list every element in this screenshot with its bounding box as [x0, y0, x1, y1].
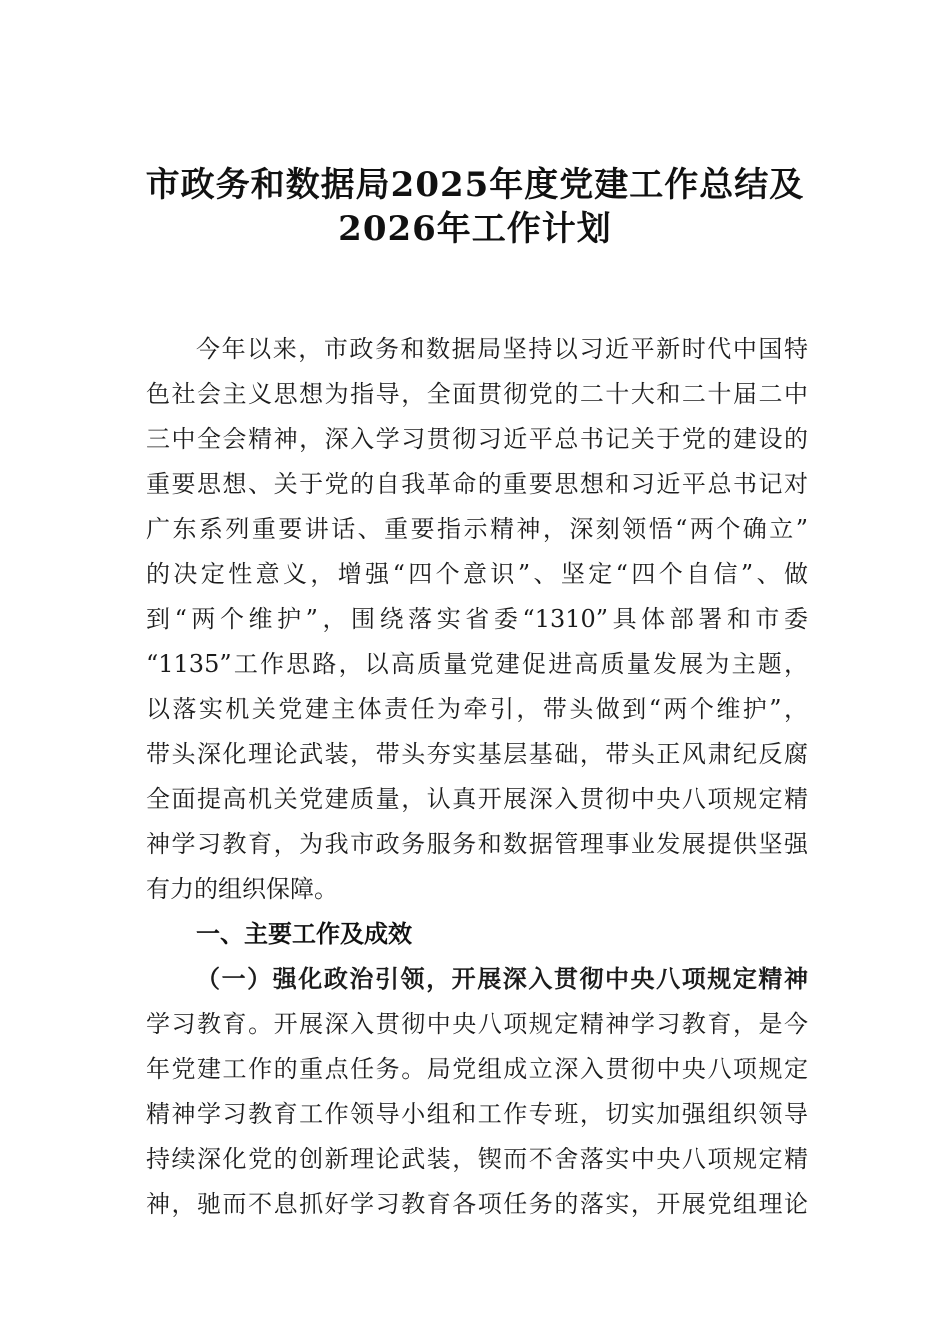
paragraph-line: 全面提高机关党建质量，认真开展深入贯彻中央八项规定精	[146, 785, 808, 813]
paragraph-line: 精神学习教育工作领导小组和工作专班，切实加强组织领导	[146, 1100, 808, 1128]
paragraph-line: 广东系列重要讲话、重要指示精神，深刻领悟“两个确立”	[146, 515, 808, 543]
paragraph-line: 今年以来，市政务和数据局坚持以习近平新时代中国特	[196, 335, 808, 363]
section-heading: 一、主要工作及成效	[196, 920, 412, 948]
paragraph-line: 神学习教育，为我市政务服务和数据管理事业发展提供坚强	[146, 830, 808, 858]
paragraph-line: 持续深化党的创新理论武装，锲而不舍落实中央八项规定精	[146, 1145, 808, 1173]
paragraph-line: 学习教育。开展深入贯彻中央八项规定精神学习教育，是今	[146, 1010, 808, 1038]
paragraph-line: 年党建工作的重点任务。局党组成立深入贯彻中央八项规定	[146, 1055, 808, 1083]
paragraph-line: 重要思想、关于党的自我革命的重要思想和习近平总书记对	[146, 470, 808, 498]
paragraph-line: 到“两个维护”，围绕落实省委“1310”具体部署和市委	[146, 605, 808, 633]
paragraph-line: 以落实机关党建主体责任为牵引，带头做到“两个维护”，	[146, 695, 808, 723]
subsection-heading-line: （一）强化政治引领，开展深入贯彻中央八项规定精神	[196, 964, 808, 993]
paragraph-line: 三中全会精神，深入学习贯彻习近平总书记关于党的建设的	[146, 425, 808, 453]
paragraph-line: 色社会主义思想为指导，全面贯彻党的二十大和二十届二中	[146, 380, 808, 408]
paragraph-line: 的决定性意义，增强“四个意识”、坚定“四个自信”、做	[146, 560, 808, 588]
document-title-line-2: 2026年工作计划	[338, 209, 612, 249]
paragraph-line: 带头深化理论武装，带头夯实基层基础，带头正风肃纪反腐	[146, 740, 808, 768]
document-title-line-1: 市政务和数据局2025年度党建工作总结及	[145, 165, 805, 205]
paragraph-line: 神，驰而不息抓好学习教育各项任务的落实，开展党组理论	[146, 1190, 808, 1218]
paragraph-line: 有力的组织保障。	[146, 875, 338, 903]
paragraph-line: “1135”工作思路，以高质量党建促进高质量发展为主题，	[146, 650, 808, 678]
